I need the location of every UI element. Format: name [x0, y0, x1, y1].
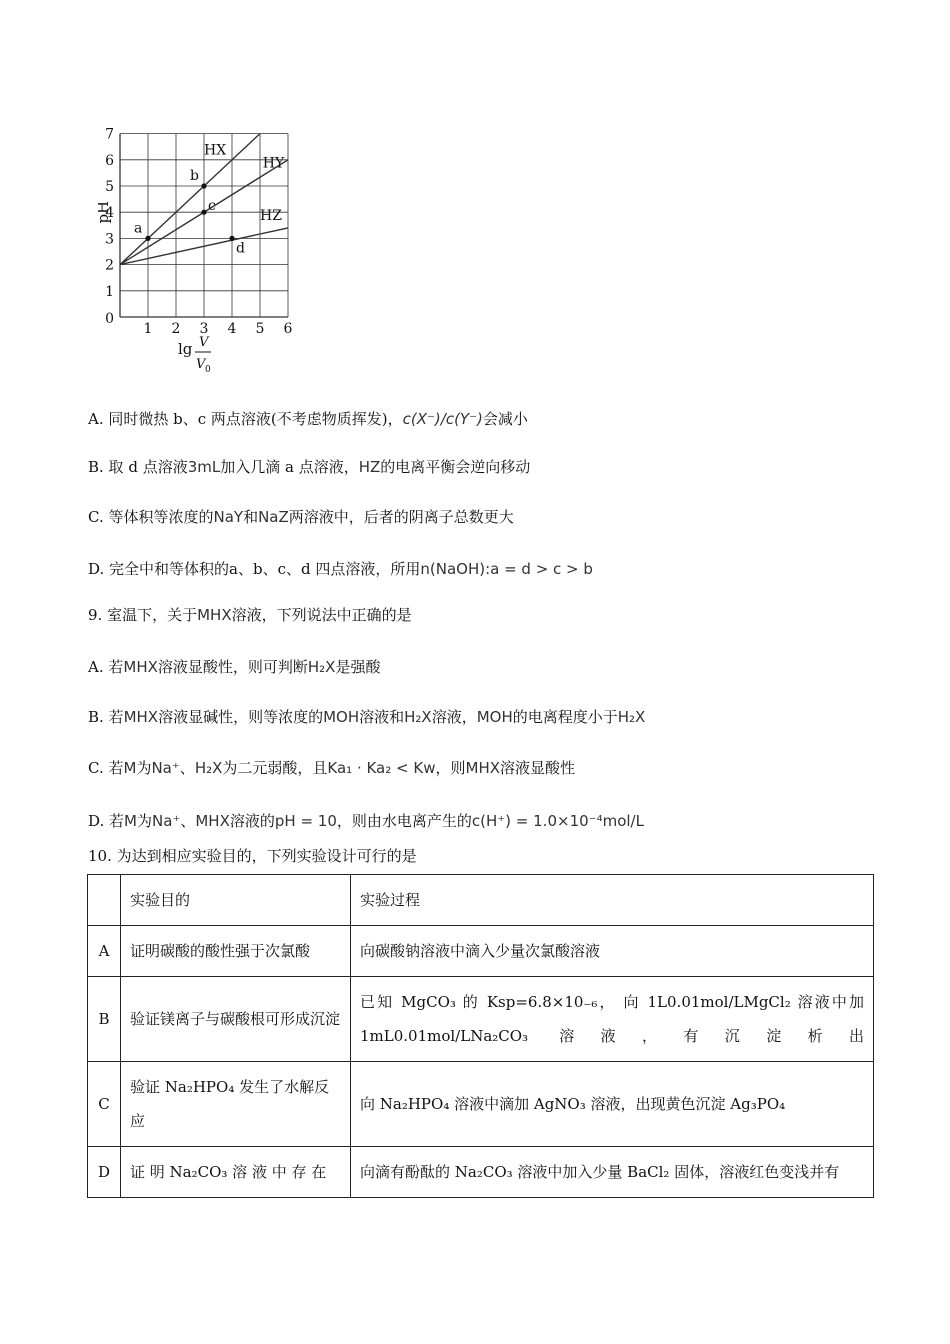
table-row: [88, 1147, 874, 1198]
x-tick-label: 4: [227, 321, 237, 337]
x-fraction-numerator: V: [199, 335, 209, 350]
point-c: [201, 210, 206, 215]
procedure-cell: 已知 MgCO₃ 的 Ksp=6.8×10₋₆， 向 1L0.01mol/LMgCl₂ 溶液中加 1mL0.01mol/LNa₂CO₃ 溶液，有沉淀析出: [351, 977, 874, 1062]
purpose-cell: 证明碳酸的酸性强于次氯酸: [121, 926, 351, 977]
q9-option-c: C. 若M为Na⁺、H₂X为二元弱酸，且Ka₁ · Ka₂ < Kw，则MHX溶液显酸性: [88, 759, 576, 777]
table-row: [88, 977, 874, 1062]
header-cell: 实验过程: [351, 875, 874, 926]
q9-option-a: A. 若MHX溶液显酸性，则可判断H₂X是强酸: [88, 658, 381, 676]
purpose-cell: 验证镁离子与碳酸根可形成沉淀: [121, 977, 351, 1062]
q9-stem: 9. 室温下，关于MHX溶液，下列说法中正确的是: [88, 606, 412, 624]
table-row: [88, 1062, 874, 1147]
q10-stem: 10. 为达到相应实验目的，下列实验设计可行的是: [88, 847, 417, 865]
x-fraction-subscript: 0: [205, 365, 211, 375]
x-tick-label: 1: [143, 321, 153, 337]
y-tick-label: 5: [105, 179, 114, 195]
series-label-hy: HY: [262, 155, 285, 172]
chart-svg: [98, 120, 308, 382]
point-a: [145, 236, 150, 241]
purpose-cell: 证 明 Na₂CO₃ 溶 液 中 存 在: [121, 1147, 351, 1198]
y-tick-label: 1: [105, 283, 114, 300]
ph-dilution-chart: [98, 120, 308, 382]
row-label: C: [88, 1062, 121, 1147]
y-tick-label: 2: [105, 257, 114, 274]
q8-option-c: C. 等体积等浓度的NaY和NaZ两溶液中，后者的阴离子总数更大: [88, 508, 514, 526]
y-tick-label: 3: [105, 231, 114, 248]
x-tick-label: 6: [283, 321, 293, 337]
x-tick-label: 2: [171, 321, 181, 337]
row-label: D: [88, 1147, 121, 1198]
point-label-d: d: [236, 240, 245, 257]
point-label-a: a: [134, 220, 143, 237]
row-label: A: [88, 926, 121, 977]
header-cell: 实验目的: [121, 875, 351, 926]
series-label-hx: HX: [204, 142, 227, 159]
y-tick-label: 7: [105, 126, 114, 143]
procedure-cell: 向碳酸钠溶液中滴入少量次氯酸溶液: [351, 926, 874, 977]
q9-option-b: B. 若MHX溶液显碱性，则等浓度的MOH溶液和H₂X溶液，MOH的电离程度小于H₂X: [88, 708, 646, 726]
series-label-hz: HZ: [260, 208, 282, 225]
procedure-cell: 向 Na₂HPO₄ 溶液中滴加 AgNO₃ 溶液，出现黄色沉淀 Ag₃PO₄: [351, 1062, 874, 1147]
origin-label: 0: [105, 311, 114, 327]
procedure-cell: 向滴有酚酞的 Na₂CO₃ 溶液中加入少量 BaCl₂ 固体，溶液红色变浅并有: [351, 1147, 874, 1198]
q8-option-d: D. 完全中和等体积的a、b、c、d 四点溶液，所用n(NaOH):a = d > c > b: [88, 560, 593, 578]
x-fraction-denominator: V: [196, 357, 206, 372]
q8-option-b: B. 取 d 点溶液3mL加入几滴 a 点溶液，HZ的电离平衡会逆向移动: [88, 458, 531, 476]
table-row: [88, 926, 874, 977]
point-b: [201, 183, 206, 188]
x-tick-label: 5: [255, 321, 265, 337]
y-tick-label: 4: [105, 205, 114, 222]
row-label: B: [88, 977, 121, 1062]
point-label-c: c: [208, 198, 216, 215]
experiment-table: [87, 874, 874, 1198]
q8-option-a: A. 同时微热 b、c 两点溶液(不考虑物质挥发)，c(X⁻)/c(Y⁻)会减小: [88, 410, 528, 428]
table-header-row: [88, 875, 874, 926]
purpose-cell: 验证 Na₂HPO₄ 发生了水解反应: [121, 1062, 351, 1147]
x-tick-label: 3: [199, 321, 209, 337]
y-tick-label: 6: [105, 152, 114, 169]
x-axis-label: lg: [178, 340, 193, 358]
point-label-b: b: [190, 168, 199, 184]
y-axis-label: pH: [98, 200, 112, 224]
header-cell: [88, 875, 121, 926]
q9-option-d: D. 若M为Na⁺、MHX溶液的pH = 10，则由水电离产生的c(H⁺) = 1.0×10⁻⁴mol/L: [88, 812, 644, 830]
point-d: [229, 236, 234, 241]
